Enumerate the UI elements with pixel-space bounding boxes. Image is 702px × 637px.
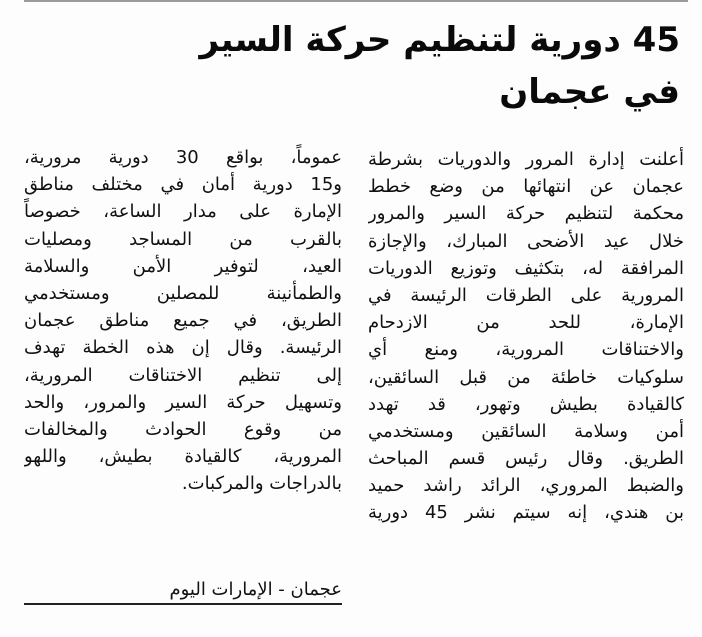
column-line: والاختناقات المرورية، ومنع أي	[368, 339, 684, 361]
credit-text: عجمان - الإمارات اليوم	[169, 579, 342, 600]
column-line: أمن وسلامة السائقين ومستخدمي	[368, 420, 684, 442]
column-line: الرئيسة. وقال إن هذه الخطة تهدف	[24, 337, 342, 359]
column-line: سلوكيات خاطئة من قبل السائقين،	[368, 366, 684, 388]
column-line: وتسهيل حركة السير والمرور، والحد	[24, 391, 342, 413]
column-line: والطمأنينة للمصلين ومستخدمي	[24, 282, 342, 304]
column-line: من وقوع الحوادث والمخالفات	[24, 418, 342, 440]
column-line: الطريق، في جميع مناطق عجمان	[24, 310, 342, 332]
column-line: بالدراجات والمركبات.	[181, 473, 342, 495]
column-line: الإمارة، للحد من الازدحام	[368, 312, 684, 334]
column-line: عموماً، بواقع 30 دورية مرورية،	[24, 147, 342, 168]
column-line: محكمة لتنظيم حركة السير والمرور	[368, 203, 684, 225]
column-line: المرورية على الطرقات الرئيسة في	[368, 284, 684, 306]
headline-line-2: في عجمان	[499, 72, 680, 112]
column-line: أعلنت إدارة المرور والدوريات بشرطة	[368, 149, 684, 170]
column-line: بالقرب من المساجد ومصليات	[24, 228, 342, 250]
credit-underline	[24, 603, 342, 605]
column-line: الإمارة على مدار الساعة، خصوصاً	[24, 201, 342, 223]
column-line: الطريق. وقال رئيس قسم المباحث	[368, 448, 684, 470]
column-line: العيد، لتوفير الأمن والسلامة	[24, 255, 342, 277]
column-line: كالقيادة بطيش وتهور، قد تهدد	[368, 393, 684, 415]
headline	[40, 14, 680, 118]
column-line: بن هندي، إنه سيتم نشر 45 دورية	[368, 502, 684, 524]
column-line: والضبط المروري، الرائد راشد حميد	[368, 475, 684, 497]
article-column-left	[24, 144, 342, 497]
column-line: إلى تنظيم الاختناقات المرورية،	[24, 364, 342, 386]
article-column-right	[368, 146, 684, 527]
column-line: خلال عيد الأضحى المبارك، والإجازة	[368, 230, 684, 252]
column-line: و15 دورية أمان في مختلف مناطق	[24, 174, 342, 196]
column-line: المرورية، كالقيادة بطيش، واللهو	[24, 446, 342, 468]
top-rule	[24, 0, 688, 2]
headline-line-1: 45 دورية لتنظيم حركة السير	[199, 20, 680, 60]
column-line: عجمان عن انتهائها من وضع خطط	[368, 176, 684, 198]
column-line: المرافقة له، بتكثيف وتوزيع الدوريات	[368, 257, 684, 279]
byline	[24, 576, 342, 603]
